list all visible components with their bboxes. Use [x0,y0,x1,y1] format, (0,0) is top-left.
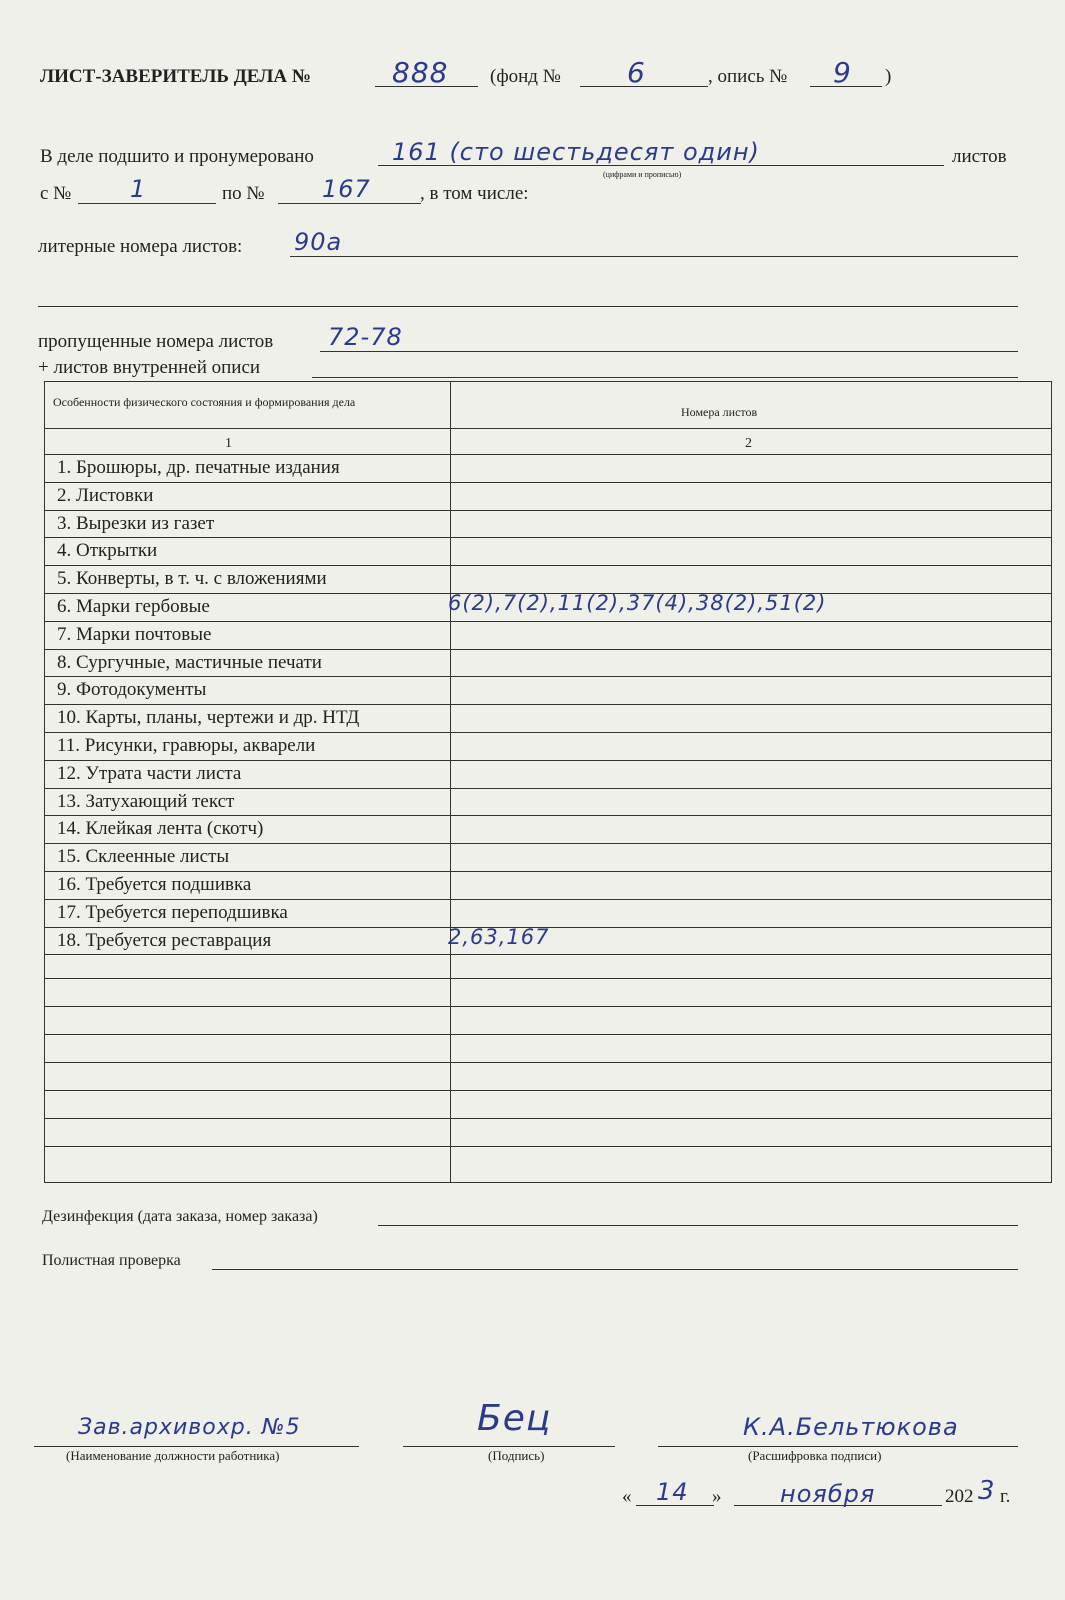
table-row-label: 6. Марки гербовые [57,596,210,617]
letter-label: литерные номера листов: [38,236,243,257]
date-day: 14 [656,1478,689,1506]
table-row-divider [45,871,1051,872]
col1-number: 1 [225,436,232,451]
table-row-divider [45,788,1051,789]
table-row-value: 2,63,167 [448,924,550,949]
table-row-label: 15. Склеенные листы [57,846,230,868]
table-row-divider [45,732,1051,733]
position-hint: (Наименование должности работника) [66,1448,280,1463]
table-empty-row-divider [45,1062,1051,1063]
table-row-label: 10. Карты, планы, чертежи и др. НТД [57,707,360,729]
title-label: ЛИСТ-ЗАВЕРИТЕЛЬ ДЕЛА № [40,66,311,87]
disinfection-line [378,1225,1018,1226]
filed-label: В деле подшито и пронумеровано [40,146,314,167]
inner-line [312,377,1018,378]
to-line [278,203,421,204]
missing-line [320,351,1018,352]
to-value: 167 [322,175,371,203]
opis-label: , опись № [708,66,788,87]
table-row-label: 11. Рисунки, гравюры, акварели [57,735,316,756]
table-row-label: 12. Утрата части листа [57,762,242,784]
table-empty-row-divider [45,1034,1051,1035]
blank-line [38,306,1018,307]
check-line [212,1269,1018,1270]
table-row-label: 13. Затухающий текст [57,790,235,812]
date-close: » [712,1486,722,1507]
table-row-label: 18. Требуется реставрация [57,929,272,951]
date-month: ноября [780,1480,876,1508]
table-row-label: 7. Марки почтовые [57,623,212,645]
table-row-label: 17. Требуется переподшивка [57,901,288,923]
table-row-divider [45,510,1051,511]
disinfection-label: Дезинфекция (дата заказа, номер заказа) [42,1208,318,1225]
table-row-divider [45,454,1051,455]
missing-label: пропущенные номера листов [38,331,274,352]
decode-line [658,1446,1018,1447]
from-value: 1 [130,175,147,203]
table-row-divider [45,676,1051,677]
table-row-divider [45,760,1051,761]
date-year-digit: 3 [978,1476,995,1506]
close-paren: ) [885,66,892,87]
table-empty-row-divider [45,1118,1051,1119]
table-empty-row-divider [45,978,1051,979]
condition-table [44,381,1052,1183]
inner-label: + листов внутренней описи [38,357,261,378]
from-line [78,203,216,204]
table-row-label: 3. Вырезки из газет [57,512,215,534]
filed-hint: (цифрами и прописью) [603,170,682,179]
table-row-divider [45,565,1051,566]
letter-value: 90а [294,228,343,256]
table-row-label: 9. Фотодокументы [57,679,207,701]
letter-line [290,256,1018,257]
position-value: Зав.архивохр. №5 [78,1415,301,1440]
table-empty-row-divider [45,1006,1051,1007]
table-row-divider [45,621,1051,622]
table-row-divider [45,537,1051,538]
decode-hint: (Расшифровка подписи) [748,1448,882,1463]
table-row-divider [45,649,1051,650]
date-open: « [622,1486,632,1507]
fond-number: 6 [627,56,646,89]
table-empty-row-divider [45,1090,1051,1091]
fond-label: (фонд № [490,66,561,87]
case-number: 888 [392,56,449,89]
col2-number: 2 [745,436,752,451]
opis-number: 9 [833,56,852,89]
table-row-label: 16. Требуется подшивка [57,874,252,895]
check-label: Полистная проверка [42,1252,181,1269]
filed-value: 161 (сто шестьдесят один) [392,138,760,166]
from-label: с № [40,183,72,204]
signature-value: Бец [477,1398,552,1439]
date-year-prefix: 202 [945,1486,974,1507]
sheets-label: листов [952,146,1007,167]
to-label: по № [222,183,265,204]
table-row-divider [45,843,1051,844]
including-label: , в том числе: [420,183,529,204]
date-suffix: г. [1000,1486,1011,1507]
table-row-value: 6(2),7(2),11(2),37(4),38(2),51(2) [448,591,827,615]
col1-header: Особенности физического состояния и формирования дела [53,395,356,409]
table-row-label: 8. Сургучные, мастичные печати [57,651,322,673]
signature-line [403,1446,615,1447]
table-row-divider [45,482,1051,483]
table-row-divider [45,704,1051,705]
position-line [34,1446,359,1447]
table-row-label: 14. Клейкая лента (скотч) [57,818,264,840]
table-empty-row-divider [45,954,1051,955]
table-row-divider [45,815,1051,816]
decode-value: К.А.Бельтюкова [743,1413,959,1441]
missing-value: 72-78 [328,323,403,351]
table-row-label: 2. Листовки [57,484,154,506]
col2-header: Номера листов [681,405,758,419]
table-row-label: 4. Открытки [57,540,158,562]
table-row-divider [45,899,1051,900]
table-empty-row-divider [45,1146,1051,1147]
signature-hint: (Подпись) [488,1448,545,1463]
table-row-label: 5. Конверты, в т. ч. с вложениями [57,568,327,590]
table-row-label: 1. Брошюры, др. печатные издания [57,457,340,478]
